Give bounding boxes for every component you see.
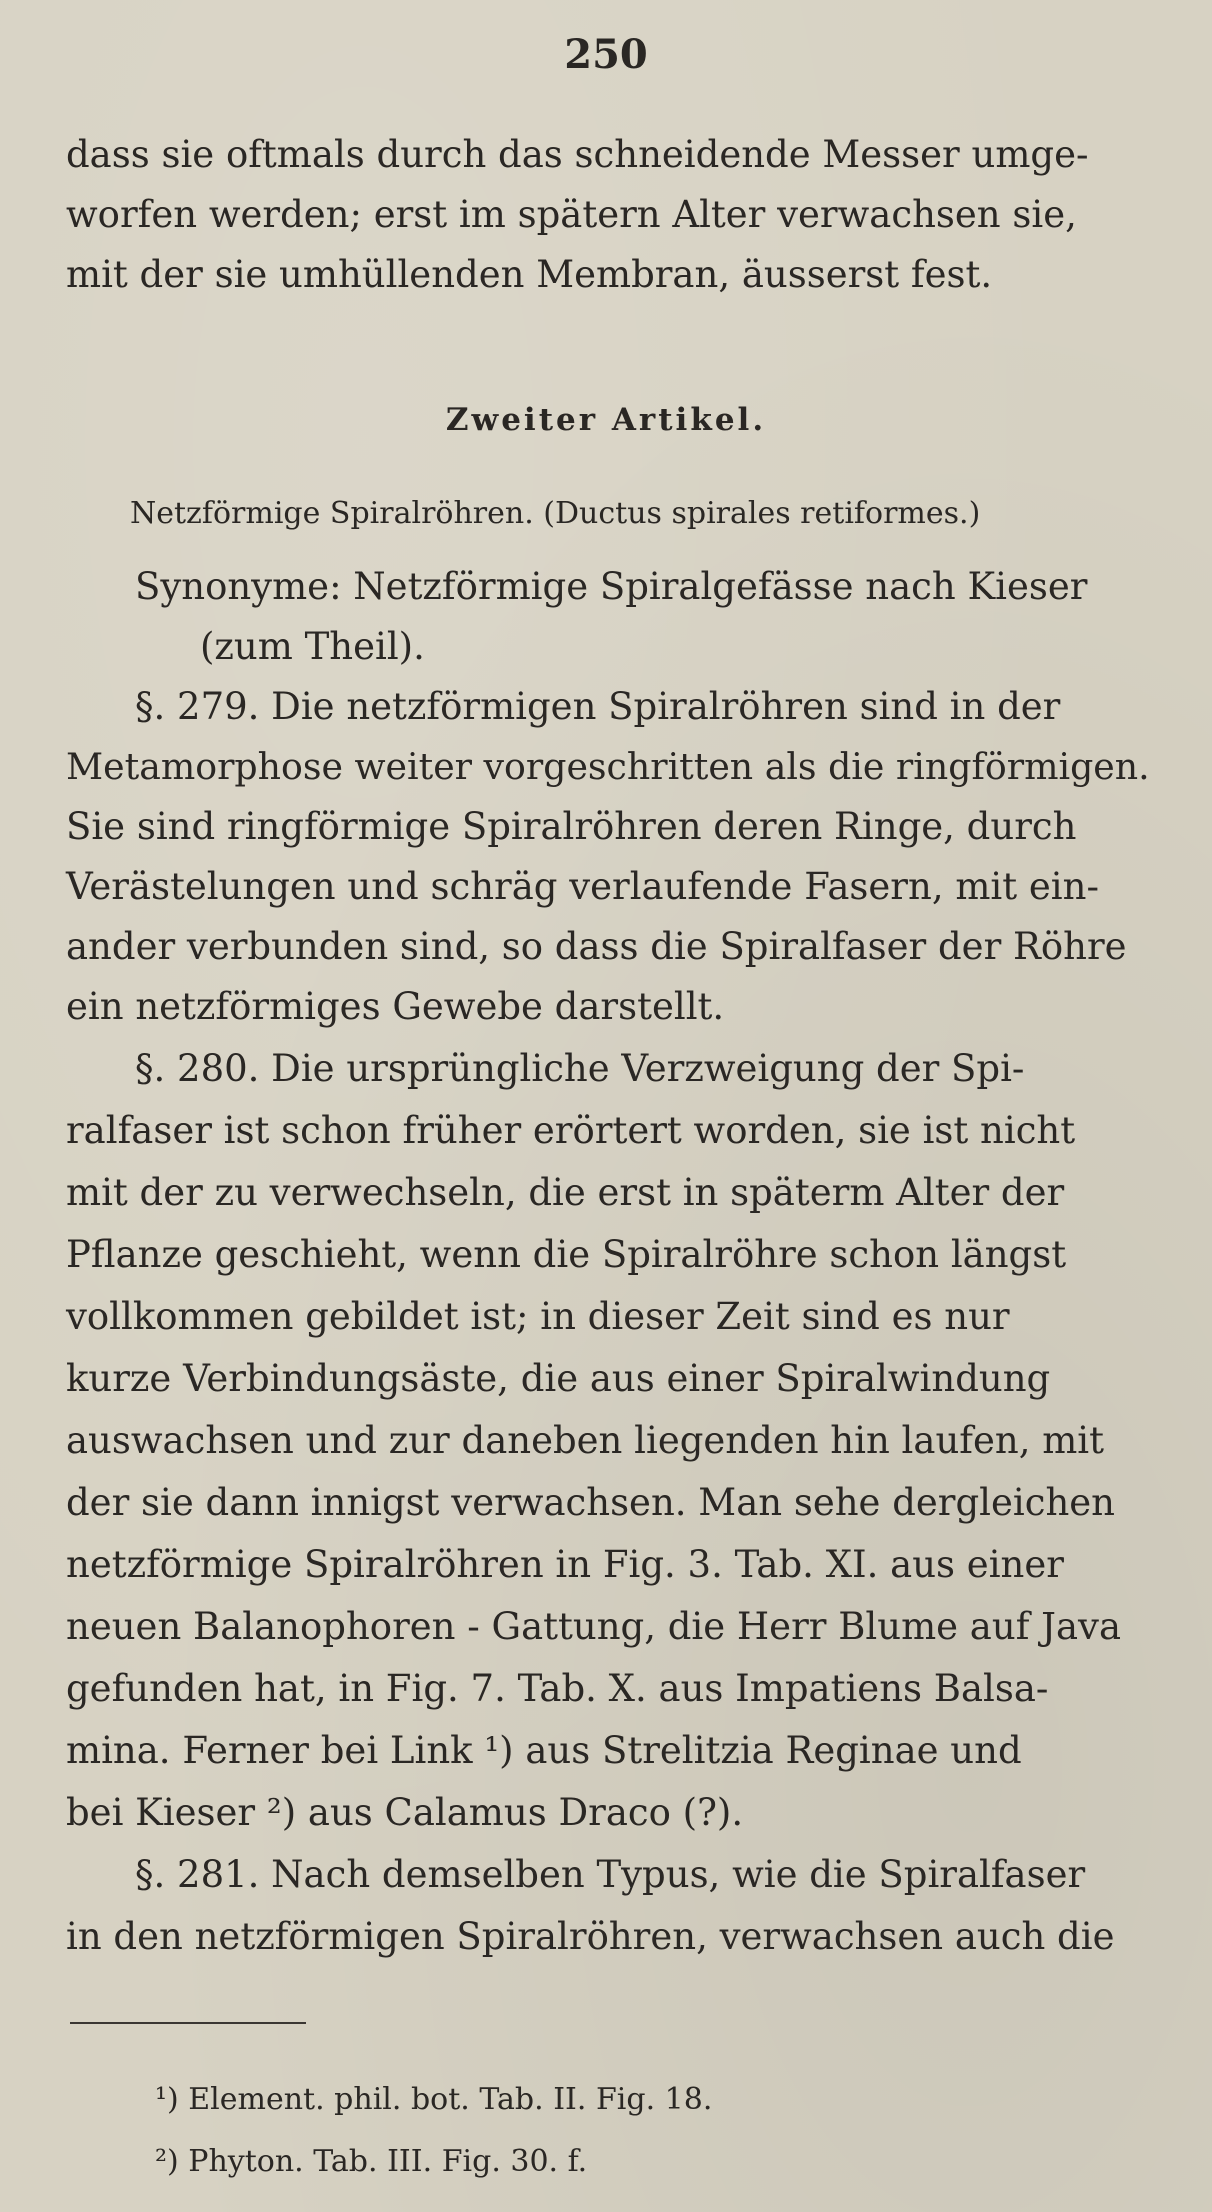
paragraph-280-line: ralfaser ist schon früher erörtert worden, sie ist nicht [66, 1109, 1076, 1152]
paragraph-281-line: in den netzförmigen Spiralröhren, verwachsen auch die [66, 1915, 1115, 1958]
paragraph-280-line: Pflanze geschieht, wenn die Spiralröhre schon längst [66, 1233, 1067, 1276]
article-subheading: Netzförmige Spiralröhren. (Ductus spirales retiformes.) [130, 496, 981, 531]
paragraph-280-line: der sie dann innigst verwachsen. Man sehe dergleichen [66, 1481, 1116, 1524]
synonym-line: Synonyme: Netzförmige Spiralgefässe nach Kieser [135, 565, 1088, 608]
paragraph-280-line: mit der zu verwechseln, die erst in späterm Alter der [66, 1171, 1065, 1214]
article-heading: Zweiter Artikel. [445, 402, 767, 438]
paragraph-279-line: §. 279. Die netzförmigen Spiralröhren sind in der [135, 685, 1061, 728]
paragraph-279-line: ein netzförmiges Gewebe darstellt. [66, 985, 725, 1028]
paragraph-280-line: §. 280. Die ursprüngliche Verzweigung der Spi- [135, 1047, 1025, 1090]
text-line: dass sie oftmals durch das schneidende Messer umge- [66, 133, 1089, 176]
paragraph-280-line: mina. Ferner bei Link ¹) aus Strelitzia Reginae und [66, 1729, 1022, 1772]
paragraph-280-line: gefunden hat, in Fig. 7. Tab. X. aus Impatiens Balsa- [66, 1667, 1049, 1710]
paragraph-281-line: §. 281. Nach demselben Typus, wie die Spiralfaser [135, 1853, 1086, 1896]
page-number: 250 [564, 31, 648, 78]
paragraph-279-line: Metamorphose weiter vorgeschritten als die ringförmigen. [66, 745, 1150, 788]
paragraph-280-line: bei Kieser ²) aus Calamus Draco (?). [66, 1791, 744, 1834]
paragraph-280-line: neuen Balanophoren - Gattung, die Herr Blume auf Java [66, 1605, 1122, 1648]
paragraph-280-line: kurze Verbindungsäste, die aus einer Spiralwindung [66, 1357, 1051, 1400]
paragraph-280-line: netzförmige Spiralröhren in Fig. 3. Tab. XI. aus einer [66, 1543, 1064, 1586]
footnote-divider [70, 2022, 306, 2024]
text-line: mit der sie umhüllenden Membran, äusserst fest. [66, 253, 993, 296]
paragraph-280-line: auswachsen und zur daneben liegenden hin laufen, mit [66, 1419, 1105, 1462]
footnote: ²) Phyton. Tab. III. Fig. 30. f. [155, 2144, 588, 2179]
paragraph-279-line: ander verbunden sind, so dass die Spiralfaser der Röhre [66, 925, 1127, 968]
synonym-line: (zum Theil). [200, 625, 425, 668]
text-line: worfen werden; erst im spätern Alter verwachsen sie, [66, 193, 1077, 236]
paragraph-280-line: vollkommen gebildet ist; in dieser Zeit sind es nur [66, 1295, 1010, 1338]
paragraph-279-line: Sie sind ringförmige Spiralröhren deren Ringe, durch [66, 805, 1077, 848]
footnote: ¹) Element. phil. bot. Tab. II. Fig. 18. [155, 2082, 713, 2117]
paragraph-279-line: Verästelungen und schräg verlaufende Fasern, mit ein- [66, 865, 1099, 908]
